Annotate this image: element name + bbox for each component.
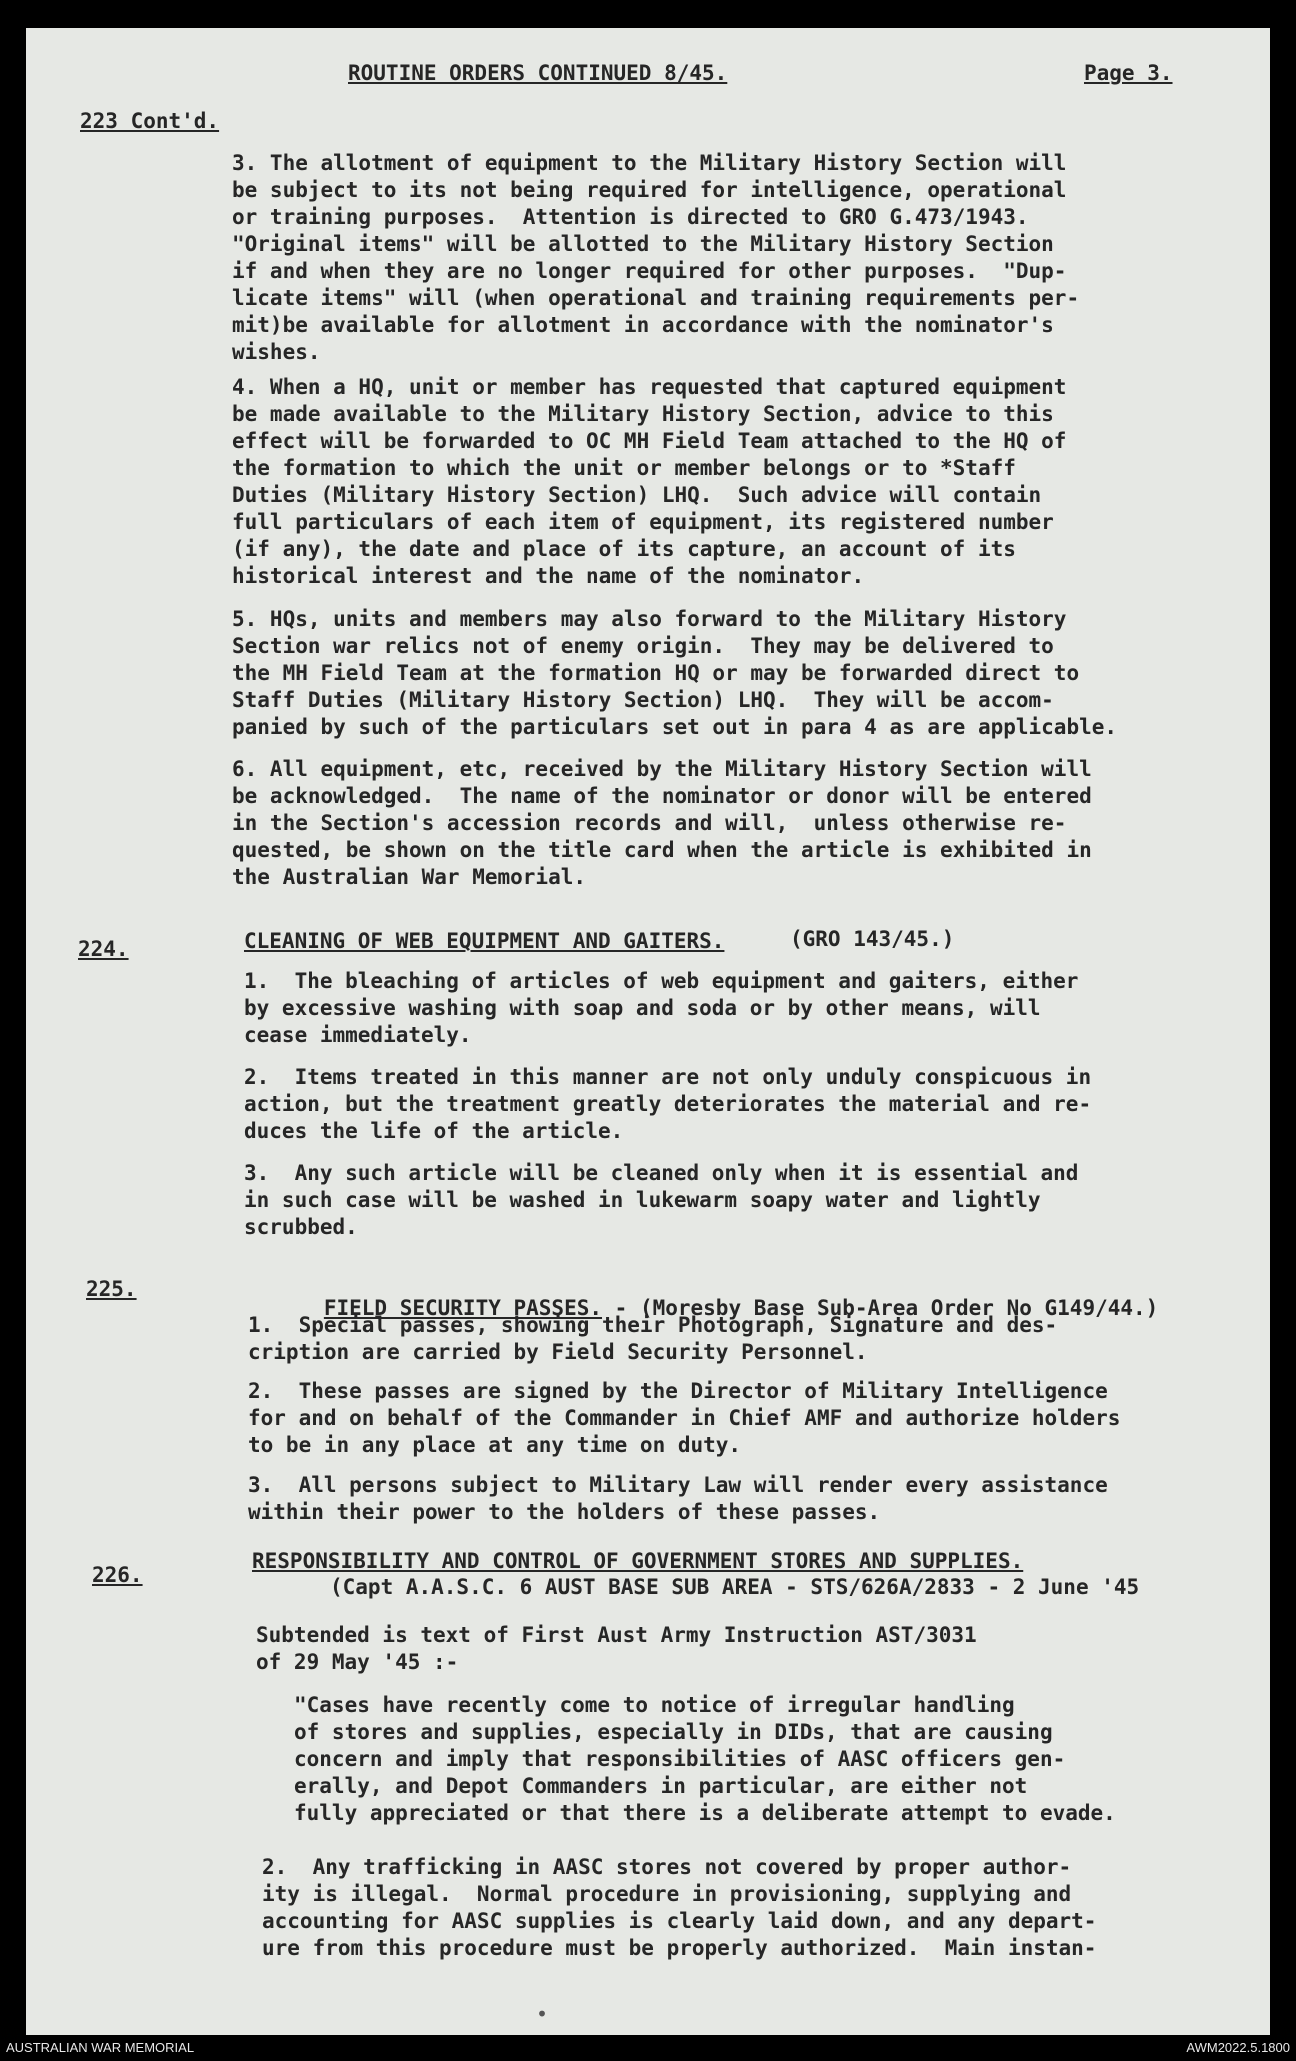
page-title: ROUTINE ORDERS CONTINUED 8/45. [348,61,728,85]
footer-institution: AUSTRALIAN WAR MEMORIAL [6,2040,195,2055]
text-line: for and on behalf of the Commander in Chief AMF and authorize holders [248,1406,1121,1430]
section-226-title: RESPONSIBILITY AND CONTROL OF GOVERNMENT STORES AND SUPPLIES. [252,1549,1024,1573]
section-226-number: 226. [92,1563,143,1587]
text-line: "Cases have recently come to notice of irregular handling [294,1693,1015,1717]
text-line: scrubbed. [244,1215,358,1239]
text-line: quested, be shown on the title card when the article is exhibited in [232,838,1092,862]
text-line: fully appreciated or that there is a deliberate attempt to evade. [294,1801,1116,1825]
text-line: or training purposes. Attention is directed to GRO G.473/1943. [232,205,1029,229]
section-224-title: CLEANING OF WEB EQUIPMENT AND GAITERS. [244,929,725,953]
text-line: the formation to which the unit or member belongs or to *Staff [232,456,1016,480]
text-line: to be in any place at any time on duty. [248,1433,742,1457]
text-line: 2. Items treated in this manner are not only unduly conspicuous in [244,1065,1092,1089]
text-line: Subtended is text of First Aust Army Instruction AST/3031 [256,1623,977,1647]
text-line: of stores and supplies, especially in DIDs, that are causing [294,1720,1053,1744]
footer-bar [0,2035,1296,2061]
text-line: Section war relics not of enemy origin. They may be delivered to [232,634,1054,658]
text-line: cease immediately. [244,1023,472,1047]
document-body [26,28,1270,2035]
text-line: effect will be forwarded to OC MH Field Team attached to the HQ of [232,429,1067,453]
text-line: 1. The bleaching of articles of web equipment and gaiters, either [244,969,1079,993]
text-line: Staff Duties (Military History Section) LHQ. They will be accom- [232,688,1054,712]
text-line: 4. When a HQ, unit or member has requested that captured equipment [232,375,1067,399]
text-line: of 29 May '45 :- [256,1650,459,1674]
text-line: cription are carried by Field Security Personnel. [248,1340,868,1364]
section-225-ref: - (Moresby Base Sub-Area Order No G149/44.) [602,1296,1159,1320]
text-line: be subject to its not being required for intelligence, operational [232,178,1067,202]
section-226-ref: (Capt A.A.S.C. 6 AUST BASE SUB AREA - STS/626A/2833 - 2 June '45 [330,1575,1140,1599]
text-line: be made available to the Military History Section, advice to this [232,402,1054,426]
text-line: 2. Any trafficking in AASC stores not covered by proper author- [262,1855,1072,1879]
text-line: the MH Field Team at the formation HQ or may be forwarded direct to [232,661,1080,685]
text-line: the Australian War Memorial. [232,865,587,889]
text-line: licate items" will (when operational and training requirements per- [232,286,1080,310]
text-line: 1. Special passes, showing their Photograph, Signature and des- [248,1313,1058,1337]
text-line: action, but the treatment greatly deteriorates the material and re- [244,1092,1092,1116]
text-line: 3. All persons subject to Military Law will render every assistance [248,1473,1108,1497]
text-line: full particulars of each item of equipment, its registered number [232,510,1054,534]
text-line: historical interest and the name of the nominator. [232,564,865,588]
text-line: ure from this procedure must be properly authorized. Main instan- [262,1936,1097,1960]
text-line: duces the life of the article. [244,1119,624,1143]
text-line: accounting for AASC supplies is clearly laid down, and any depart- [262,1909,1097,1933]
section-224-ref: (GRO 143/45.) [790,927,955,951]
text-line: if and when they are no longer required for other purposes. "Dup- [232,259,1067,283]
text-line: in the Section's accession records and will, unless otherwise re- [232,811,1067,835]
text-line: within their power to the holders of these passes. [248,1500,881,1524]
text-line: 5. HQs, units and members may also forward to the Military History [232,607,1067,631]
text-line: be acknowledged. The name of the nominator or donor will be entered [232,784,1092,808]
text-line: panied by such of the particulars set out in para 4 as are applicable. [232,715,1118,739]
text-line: 3. The allotment of equipment to the Military History Section will [232,151,1067,175]
text-line: erally, and Depot Commanders in particular, are either not [294,1774,1028,1798]
section-225-number: 225. [86,1277,137,1301]
text-line: mit)be available for allotment in accordance with the nominator's [232,313,1054,337]
text-line: ity is illegal. Normal procedure in provisioning, supplying and [262,1882,1072,1906]
section-224-number: 224. [78,937,129,961]
text-line: 3. Any such article will be cleaned only when it is essential and [244,1161,1079,1185]
text-line: wishes. [232,340,321,364]
document-page [26,28,1270,2035]
section-225-title: FIELD SECURITY PASSES. [323,1296,603,1320]
bullet-mark: • [536,2002,549,2026]
text-line: 2. These passes are signed by the Director of Military Intelligence [248,1379,1108,1403]
footer-reference: AWM2022.5.1800 [1186,2040,1290,2055]
page-number: Page 3. [1084,61,1173,85]
text-line: concern and imply that responsibilities of AASC officers gen- [294,1747,1066,1771]
section-223-heading: 223 Cont'd. [80,109,220,133]
text-line: 6. All equipment, etc, received by the Military History Section will [232,757,1092,781]
text-line: "Original items" will be allotted to the Military History Section [232,232,1054,256]
text-line: in such case will be washed in lukewarm soapy water and lightly [244,1188,1041,1212]
text-line: by excessive washing with soap and soda or by other means, will [244,996,1041,1020]
text-line: (if any), the date and place of its capture, an account of its [232,537,1016,561]
text-line: Duties (Military History Section) LHQ. Such advice will contain [232,483,1042,507]
